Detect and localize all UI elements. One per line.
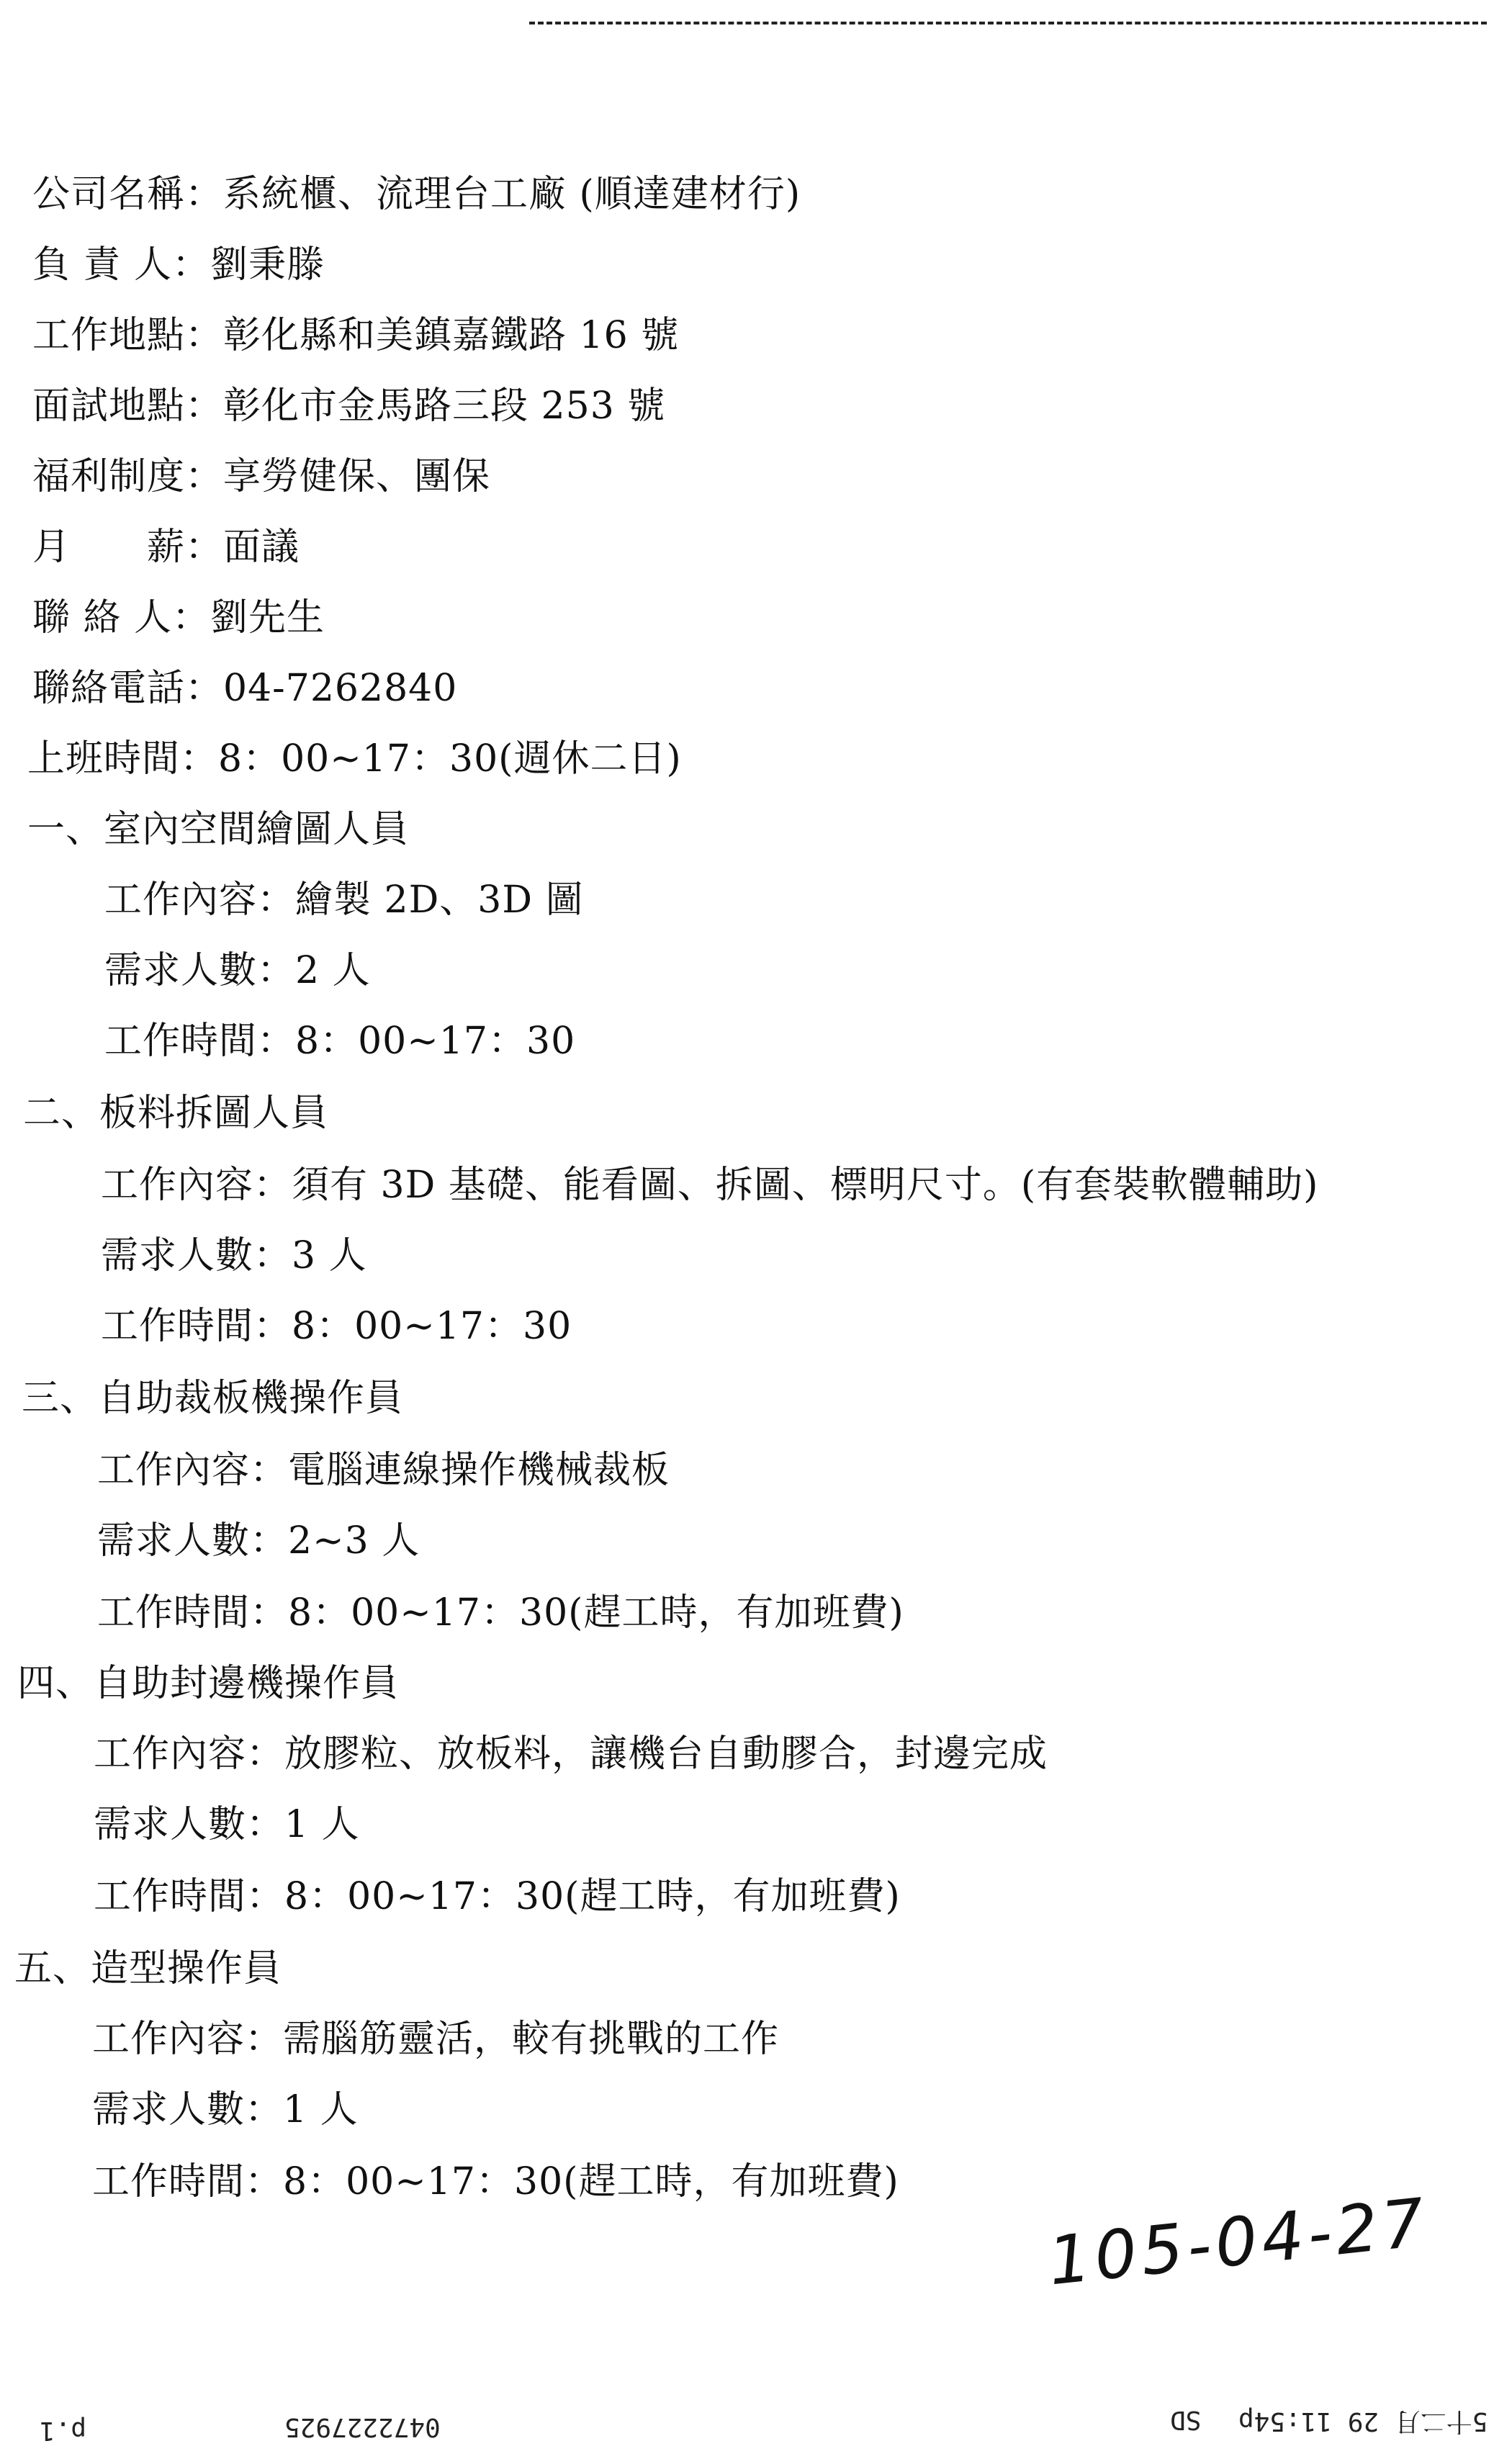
job-2-headcount: 需求人數：3 人 — [101, 1234, 367, 1277]
interview-location: 面試地點：彰化市金馬路三段 253 號 — [32, 385, 666, 428]
job-2-hours: 工作時間：8：00~17：30 — [101, 1305, 572, 1348]
job-5-title: 五、造型操作員 — [14, 1947, 282, 1990]
job-4-hours: 工作時間：8：00~17：30(趕工時，有加班費) — [94, 1875, 901, 1918]
contact-phone: 聯絡電話：04-7262840 — [32, 667, 458, 710]
job-1-hours: 工作時間：8：00~17：30 — [104, 1020, 576, 1063]
working-hours: 上班時間：8：00~17：30(週休二日) — [27, 737, 682, 781]
responsible-person: 負 責 人：劉秉滕 — [32, 243, 325, 287]
benefits: 福利制度：享勞健保、團保 — [32, 455, 491, 498]
company-name: 公司名稱：系統櫃、流理台工廠 (順達建材行) — [32, 173, 801, 216]
fax-code: SD — [1170, 2405, 1202, 2435]
fax-page: p.1 — [40, 2416, 87, 2445]
job-1-title: 一、室內空間繪圖人員 — [27, 808, 410, 851]
job-4-headcount: 需求人數：1 人 — [94, 1803, 360, 1846]
job-5-hours: 工作時間：8：00~17：30(趕工時，有加班費) — [92, 2160, 899, 2203]
job-2-content: 工作內容：須有 3D 基礎、能看圖、拆圖、標明尺寸。(有套裝軟體輔助) — [101, 1164, 1319, 1207]
job-1-content: 工作內容：繪製 2D、3D 圖 — [104, 878, 584, 922]
handwritten-date: 105-04-27 — [1044, 2183, 1433, 2301]
job-3-title: 三、自助裁板機操作員 — [22, 1377, 404, 1420]
job-5-headcount: 需求人數：1 人 — [92, 2088, 359, 2131]
job-3-content: 工作內容：電腦連線操作機械裁板 — [97, 1449, 670, 1492]
job-3-headcount: 需求人數：2~3 人 — [97, 1519, 420, 1563]
work-location: 工作地點：彰化縣和美鎮嘉鐵路 16 號 — [32, 314, 680, 357]
contact-person: 聯 絡 人：劉先生 — [32, 596, 325, 639]
monthly-salary: 月 薪：面議 — [32, 526, 300, 569]
top-dashed-line — [529, 22, 1487, 24]
job-1-headcount: 需求人數：2 人 — [104, 949, 371, 992]
job-4-title: 四、自助封邊機操作員 — [17, 1662, 400, 1705]
job-3-hours: 工作時間：8：00~17：30(趕工時，有加班費) — [97, 1591, 904, 1635]
job-2-title: 二、板料拆圖人員 — [23, 1092, 329, 1135]
fax-date-time: 5十二月 29 11:54p — [1238, 2406, 1488, 2436]
job-4-content: 工作內容：放膠粒、放板料，讓機台自動膠合，封邊完成 — [94, 1732, 1048, 1776]
job-5-content: 工作內容：需腦筋靈活，較有挑戰的工作 — [92, 2018, 780, 2061]
fax-number: 0472227925 — [284, 2412, 441, 2442]
